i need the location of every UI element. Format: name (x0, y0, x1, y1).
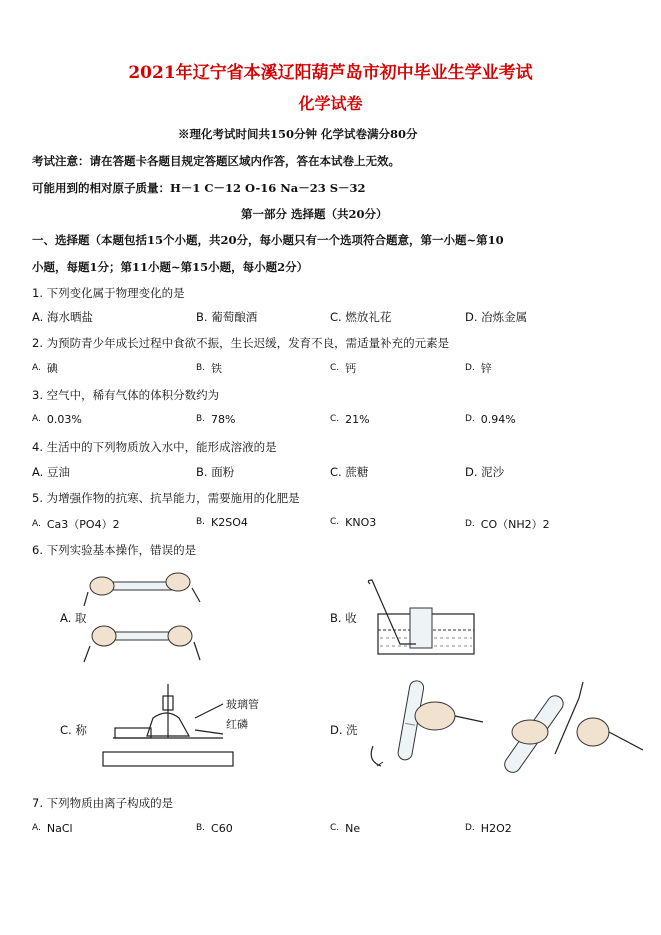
question-stem: 6. 下列实验基本操作，错误的是 (32, 543, 197, 557)
instructions-line-1: 一、选择题（本题包括15个小题，共20分，每小题只有一个选项符合题意，第一小题~第10 (32, 233, 504, 247)
figure-a-illustration (82, 562, 202, 672)
option-d: D. 锌 (465, 362, 492, 375)
option-c: C. 燃放礼花 (330, 310, 392, 324)
option-c: C. 钙 (330, 362, 357, 375)
exam-notice: 考试注意：请在答题卡各题目规定答题区域内作答，答在本试卷上无效。 (32, 154, 400, 168)
option-b: B. K2SO4 (196, 516, 248, 529)
option-d: D. 0.94% (465, 413, 516, 426)
figure-d-label: D. 洗 (330, 723, 358, 737)
question-stem: 7. 下列物质由离子构成的是 (32, 796, 174, 810)
option-d: D. 泥沙 (465, 465, 505, 479)
option-a: A. NaCl (32, 822, 73, 835)
option-d: D. 冶炼金属 (465, 310, 528, 324)
question-stem: 4. 生活中的下列物质放入水中，能形成溶液的是 (32, 440, 277, 454)
option-b: B. C60 (196, 822, 233, 835)
atomic-masses: 可能用到的相对原子质量：H－1 C－12 O-16 Na－23 S－32 (32, 181, 366, 195)
option-a: A. 海水晒盐 (32, 310, 93, 324)
option-d: D. CO（NH2）2 (465, 518, 550, 531)
option-b: B. 铁 (196, 362, 223, 375)
option-a: A. 碘 (32, 362, 58, 375)
figure-d-illustration (365, 676, 650, 776)
annotation-red-phosphorus: 红磷 (226, 718, 248, 731)
figure-b-label: B. 收 (330, 611, 357, 625)
question-stem: 1. 下列变化属于物理变化的是 (32, 286, 185, 300)
time-note: ※理化考试时间共150分钟 化学试卷满分80分 (178, 127, 418, 141)
option-a: A. 0.03% (32, 413, 82, 426)
annotation-glass-tube: 玻璃管 (226, 698, 259, 711)
figure-b-illustration (360, 578, 480, 658)
figure-c-label: C. 称 (60, 723, 87, 737)
option-d: D. H2O2 (465, 822, 512, 835)
option-b: B. 78% (196, 413, 236, 426)
figure-a-label: A. 取 (60, 611, 87, 625)
option-c: C. Ne (330, 822, 361, 835)
option-a: A. 豆油 (32, 465, 70, 479)
option-b: B. 面粉 (196, 465, 235, 479)
option-c: C. 21% (330, 413, 370, 426)
option-a: A. Ca3（PO4）2 (32, 518, 120, 531)
option-c: C. 蔗糖 (330, 465, 369, 479)
option-b: B. 葡萄酿酒 (196, 310, 258, 324)
page-subtitle: 化学试卷 (298, 94, 363, 113)
question-stem: 5. 为增强作物的抗寒、抗旱能力，需要施用的化肥是 (32, 491, 300, 505)
option-c: C. KNO3 (330, 516, 377, 529)
question-stem: 3. 空气中，稀有气体的体积分数约为 (32, 388, 220, 402)
question-stem: 2. 为预防青少年成长过程中食欲不振，生长迟缓，发育不良，需适量补充的元素是 (32, 336, 450, 350)
page-title: 2021年辽宁省本溪辽阳葫芦岛市初中毕业生学业考试 (128, 63, 533, 83)
instructions-line-2: 小题，每题1分；第11小题~第15小题，每小题2分） (32, 260, 309, 274)
part-heading: 第一部分 选择题（共20分） (241, 207, 388, 221)
